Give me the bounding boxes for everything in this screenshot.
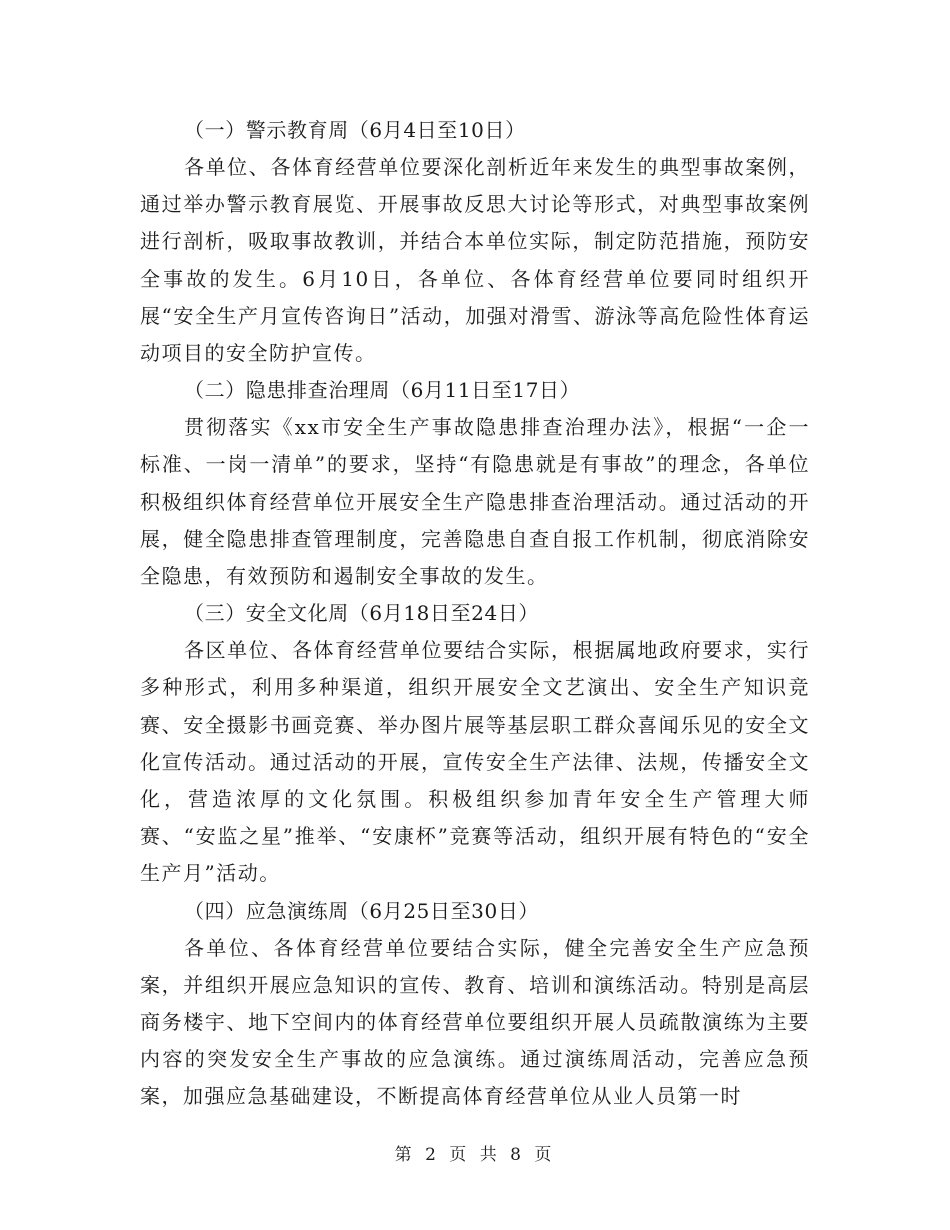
section-paragraph: 各单位、各体育经营单位要深化剖析近年来发生的典型事故案例，通过举办警示教育展览、开展事故反思大讨论等形式，对典型事故案例进行剖析，吸取事故教训，并结合本单位实际，制定防范措施，预防安全事故的发生。6月10日，各单位、各体育经营单位要同时组织开展“安全生产月宣传咨询日”活动，加强对滑雪、游泳等高危险性体育运动项目的安全防护宣传。	[140, 155, 810, 366]
page-number-footer: 第 2 页 共 8 页	[394, 1145, 556, 1165]
section-paragraph: 各区单位、各体育经营单位要结合实际，根据属地政府要求，实行多种形式，利用多种渠道，组织开展安全文艺演出、安全生产知识竞赛、安全摄影书画竞赛、举办图片展等基层职工群众喜闻乐见的安全文化宣传活动。通过活动的开展，宣传安全生产法律、法规，传播安全文化，营造浓厚的文化氛围。积极组织参加青年安全生产管理大师赛、“安监之星”推举、“安康杯”竞赛等活动，组织开展有特色的“安全生产月”活动。	[140, 638, 810, 886]
section-heading: （一）警示教育周（6月4日至10日）	[184, 118, 526, 142]
document-body	[140, 112, 810, 1116]
section-paragraph: 贯彻落实《xx市安全生产事故隐患排查治理办法》，根据“一企一标准、一岗一清单”的要求，坚持“有隐患就是有事故”的理念，各单位积极组织体育经营单位开展安全生产隐患排查治理活动。通过活动的开展，健全隐患排查管理制度，完善隐患自查自报工作机制，彻底消除安全隐患，有效预防和遏制安全事故的发生。	[140, 415, 810, 589]
section-heading: （四）应急演练周（6月25日至30日）	[184, 898, 540, 923]
section-heading: （三）安全文化周（6月18日至24日）	[184, 601, 540, 626]
section-heading: （二）隐患排查治理周（6月11日至17日）	[184, 378, 581, 403]
section-paragraph: 各单位、各体育经营单位要结合实际，健全完善安全生产应急预案，并组织开展应急知识的宣传、教育、培训和演练活动。特别是高层商务楼宇、地下空间内的体育经营单位要组织开展人员疏散演练为主要内容的突发安全生产事故的应急演练。通过演练周活动，完善应急预案，加强应急基础建设，不断提高体育经营单位从业人员第一时	[140, 935, 810, 1109]
